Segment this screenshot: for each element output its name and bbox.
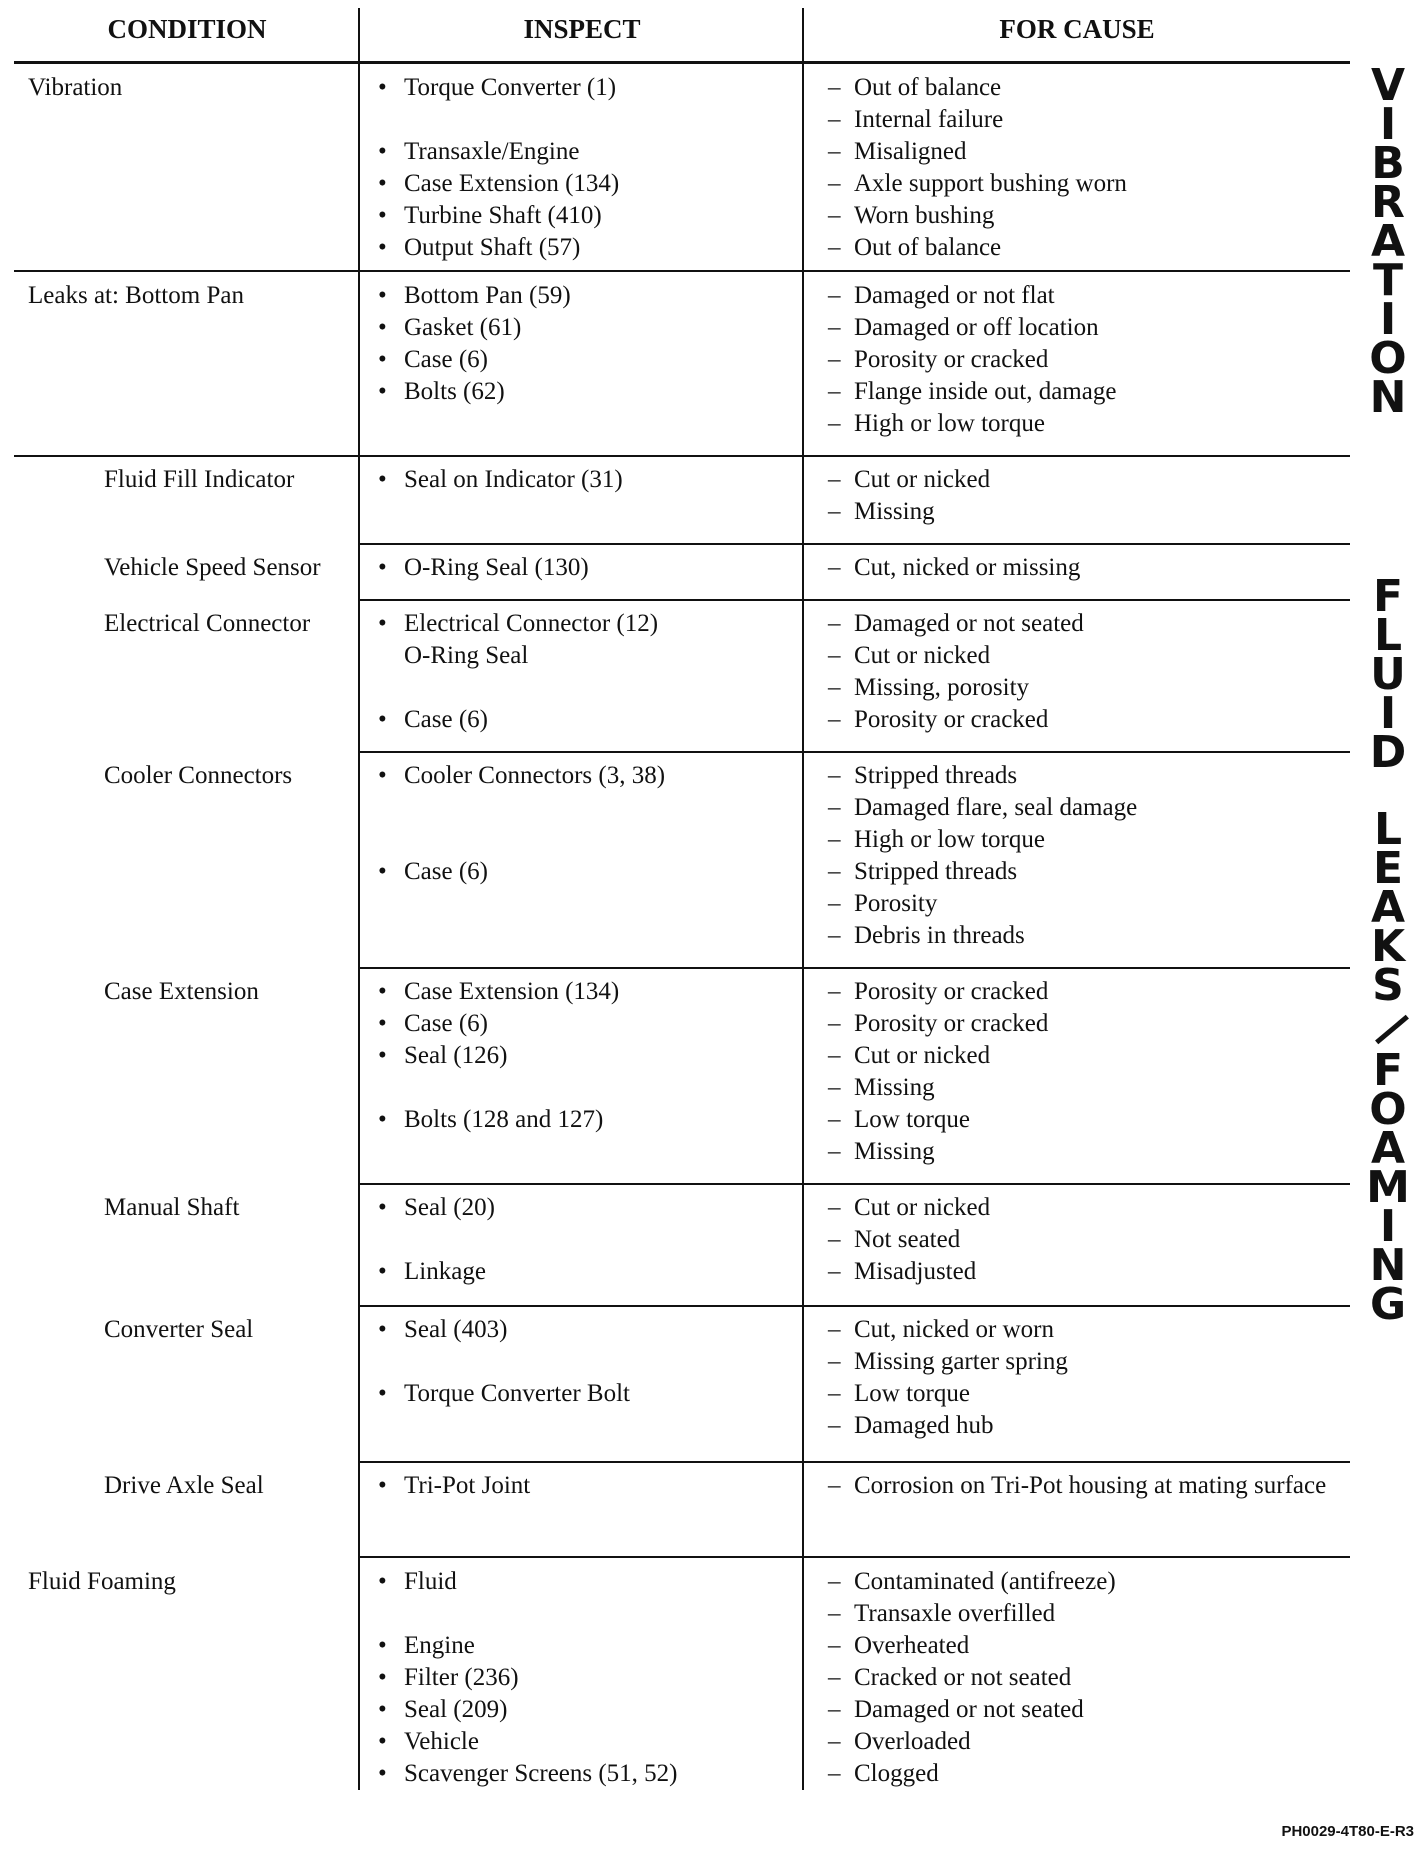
column-divider-left xyxy=(358,8,360,1790)
cause-item: Corrosion on Tri-Pot housing at mating surface xyxy=(854,1472,1327,1499)
dash-marker: – xyxy=(828,922,841,949)
cause-cell xyxy=(824,760,1344,952)
side-letter: D xyxy=(1369,727,1407,778)
inspect-item: Case (6) xyxy=(404,858,488,885)
inspect-item: Transaxle/Engine xyxy=(404,138,580,165)
row-rule xyxy=(360,1183,1350,1185)
bullet-marker: • xyxy=(378,282,387,309)
inspect-item: Bottom Pan (59) xyxy=(404,282,571,309)
bullet-marker: • xyxy=(378,1632,387,1659)
cause-item: Debris in threads xyxy=(854,922,1025,949)
bullet-marker: • xyxy=(378,858,387,885)
dash-marker: – xyxy=(828,1042,841,1069)
bullet-marker: • xyxy=(378,1664,387,1691)
inspect-item: Case Extension (134) xyxy=(404,978,620,1005)
inspect-item: Case (6) xyxy=(404,706,488,733)
row-rule xyxy=(360,599,1350,601)
row-rule xyxy=(360,1556,1350,1558)
cause-item: Cut or nicked xyxy=(854,642,991,669)
condition-cell: Case Extension xyxy=(104,978,259,1005)
dash-marker: – xyxy=(828,1138,841,1165)
condition-cell: Drive Axle Seal xyxy=(104,1472,264,1499)
cause-cell xyxy=(824,72,1344,264)
cause-item: Cut or nicked xyxy=(854,466,991,493)
dash-marker: – xyxy=(828,674,841,701)
side-letter: A xyxy=(1370,882,1406,933)
inspect-item: Scavenger Screens (51, 52) xyxy=(404,1760,678,1787)
side-label-vibration xyxy=(1352,60,1424,423)
row-rule xyxy=(360,543,1350,545)
side-letter: L xyxy=(1373,610,1403,661)
cause-item: Misaligned xyxy=(854,138,967,165)
dash-marker: – xyxy=(828,1632,841,1659)
dash-marker: – xyxy=(828,1074,841,1101)
inspect-cell xyxy=(374,1192,794,1288)
side-letter: K xyxy=(1370,921,1406,972)
dash-marker: – xyxy=(828,794,841,821)
inspect-item: Case (6) xyxy=(404,1010,488,1037)
cause-item: Missing xyxy=(854,1138,935,1165)
column-divider-right xyxy=(802,8,804,1790)
cause-item: Damaged flare, seal damage xyxy=(854,794,1138,821)
cause-item: Porosity xyxy=(854,890,938,917)
side-letter: M xyxy=(1366,1162,1410,1213)
row-rule xyxy=(14,455,1350,457)
side-letter: R xyxy=(1371,177,1405,228)
cause-item: Stripped threads xyxy=(854,762,1018,789)
row-rule xyxy=(360,967,1350,969)
inspect-item: Filter (236) xyxy=(404,1664,519,1691)
side-letter: I xyxy=(1379,99,1397,150)
dash-marker: – xyxy=(828,1664,841,1691)
side-letter: S xyxy=(1372,960,1404,1011)
bullet-marker: • xyxy=(378,378,387,405)
cause-cell xyxy=(824,1192,1344,1288)
dash-marker: – xyxy=(828,314,841,341)
dash-marker: – xyxy=(828,1380,841,1407)
dash-marker: – xyxy=(828,706,841,733)
dash-marker: – xyxy=(828,1106,841,1133)
bullet-marker: • xyxy=(378,234,387,261)
side-letter: I xyxy=(1379,294,1397,345)
row-rule xyxy=(360,1461,1350,1463)
condition-cell: Cooler Connectors xyxy=(104,762,293,789)
inspect-item: Seal (20) xyxy=(404,1194,495,1221)
dash-marker: – xyxy=(828,826,841,853)
dash-marker: – xyxy=(828,1412,841,1439)
side-label-fluid xyxy=(1352,571,1424,778)
cause-item: Cut or nicked xyxy=(854,1042,991,1069)
cause-item: Cut, nicked or worn xyxy=(854,1316,1054,1343)
bullet-marker: • xyxy=(378,202,387,229)
bullet-marker: • xyxy=(378,1380,387,1407)
inspect-cell xyxy=(374,608,794,736)
inspect-cell xyxy=(374,552,794,584)
dash-marker: – xyxy=(828,1194,841,1221)
cause-item: Transaxle overfilled xyxy=(854,1600,1056,1627)
inspect-cell xyxy=(374,1470,794,1502)
cause-item: Cut or nicked xyxy=(854,1194,991,1221)
cause-item: Overheated xyxy=(854,1632,970,1659)
dash-marker: – xyxy=(828,1472,841,1499)
bullet-marker: • xyxy=(378,74,387,101)
cause-item: Overloaded xyxy=(854,1728,971,1755)
cause-item: Missing xyxy=(854,1074,935,1101)
inspect-cell xyxy=(374,280,794,408)
inspect-item: Electrical Connector (12) xyxy=(404,610,659,637)
condition-cell: Fluid Fill Indicator xyxy=(104,466,295,493)
cause-item: Porosity or cracked xyxy=(854,1010,1049,1037)
dash-marker: – xyxy=(828,1696,841,1723)
cause-cell xyxy=(824,280,1344,440)
side-letter: U xyxy=(1370,649,1406,700)
dash-marker: – xyxy=(828,282,841,309)
bullet-marker: • xyxy=(378,138,387,165)
condition-cell: Converter Seal xyxy=(104,1316,254,1343)
cause-item: Contaminated (antifreeze) xyxy=(854,1568,1116,1595)
inspect-item: Engine xyxy=(404,1632,475,1659)
dash-marker: – xyxy=(828,554,841,581)
bullet-marker: • xyxy=(378,170,387,197)
dash-marker: – xyxy=(828,74,841,101)
dash-marker: – xyxy=(828,762,841,789)
side-letter: F xyxy=(1372,1045,1404,1096)
side-letter: G xyxy=(1369,1279,1407,1330)
cause-item: Missing, porosity xyxy=(854,674,1030,701)
cause-item: Porosity or cracked xyxy=(854,706,1049,733)
bullet-marker: • xyxy=(378,978,387,1005)
inspect-item: Gasket (61) xyxy=(404,314,522,341)
inspect-item: O-Ring Seal xyxy=(404,642,529,669)
bullet-marker: • xyxy=(378,762,387,789)
dash-marker: – xyxy=(828,858,841,885)
inspect-item: O-Ring Seal (130) xyxy=(404,554,589,581)
dash-marker: – xyxy=(828,1258,841,1285)
bullet-marker: • xyxy=(378,1258,387,1285)
side-letter: I xyxy=(1379,688,1397,739)
bullet-marker: • xyxy=(378,1568,387,1595)
header-condition: CONDITION xyxy=(107,14,267,44)
dash-marker: – xyxy=(828,234,841,261)
dash-marker: – xyxy=(828,378,841,405)
bullet-marker: • xyxy=(378,1106,387,1133)
cause-cell xyxy=(824,1566,1344,1790)
side-letter: V xyxy=(1370,60,1406,111)
inspect-item: Torque Converter Bolt xyxy=(404,1380,630,1407)
cause-item: Flange inside out, damage xyxy=(854,378,1117,405)
cause-item: Axle support bushing worn xyxy=(854,170,1127,197)
cause-item: Cracked or not seated xyxy=(854,1664,1072,1691)
condition-cell: Vehicle Speed Sensor xyxy=(104,554,321,581)
cause-item: High or low torque xyxy=(854,826,1045,853)
inspect-item: Seal (209) xyxy=(404,1696,508,1723)
cause-item: Missing xyxy=(854,498,935,525)
cause-item: Porosity or cracked xyxy=(854,346,1049,373)
dash-marker: – xyxy=(828,610,841,637)
side-letter: O xyxy=(1369,1084,1407,1135)
cause-cell xyxy=(824,608,1344,736)
figure-code: PH0029-4T80-E-R3 xyxy=(1281,1823,1414,1840)
side-letter: B xyxy=(1371,138,1405,189)
cause-item: Stripped threads xyxy=(854,858,1018,885)
row-rule xyxy=(360,751,1350,753)
bullet-marker: • xyxy=(378,1010,387,1037)
dash-marker: – xyxy=(828,466,841,493)
side-letter: A xyxy=(1370,216,1406,267)
cause-item: Cut, nicked or missing xyxy=(854,554,1081,581)
bullet-marker: • xyxy=(378,1194,387,1221)
cause-item: Low torque xyxy=(854,1106,970,1133)
inspect-cell xyxy=(374,72,794,264)
side-letter: T xyxy=(1372,255,1403,306)
cause-cell xyxy=(824,976,1344,1168)
inspect-item: Torque Converter (1) xyxy=(404,74,617,101)
side-label xyxy=(1352,60,1424,1330)
cause-cell xyxy=(824,1470,1344,1502)
header-for-cause: FOR CAUSE xyxy=(999,14,1155,44)
inspect-item: Seal (403) xyxy=(404,1316,508,1343)
dash-marker: – xyxy=(828,106,841,133)
side-letter: A xyxy=(1370,1123,1406,1174)
dash-marker: – xyxy=(828,202,841,229)
cause-item: Damaged or not flat xyxy=(854,282,1055,309)
dash-marker: – xyxy=(828,1010,841,1037)
condition-cell: Manual Shaft xyxy=(104,1194,240,1221)
side-letter: L xyxy=(1373,804,1403,855)
bullet-marker: • xyxy=(378,314,387,341)
inspect-cell xyxy=(374,976,794,1136)
side-label-foaming xyxy=(1352,1045,1424,1330)
inspect-item: Vehicle xyxy=(404,1728,479,1755)
header-rule xyxy=(14,61,1350,64)
cause-item: Damaged hub xyxy=(854,1412,994,1439)
cause-item: Clogged xyxy=(854,1760,939,1787)
bullet-marker: • xyxy=(378,706,387,733)
inspect-item: Bolts (128 and 127) xyxy=(404,1106,604,1133)
inspect-cell xyxy=(374,1566,794,1790)
dash-marker: – xyxy=(828,1348,841,1375)
side-label-leaks xyxy=(1352,804,1424,1011)
inspect-cell xyxy=(374,1314,794,1410)
inspect-item: Case (6) xyxy=(404,346,488,373)
cause-item: Worn bushing xyxy=(854,202,995,229)
dash-marker: – xyxy=(828,1600,841,1627)
inspect-item: Seal (126) xyxy=(404,1042,508,1069)
side-letter: N xyxy=(1369,1240,1407,1291)
inspect-cell xyxy=(374,760,794,888)
cause-cell xyxy=(824,1314,1344,1442)
condition-cell: Fluid Foaming xyxy=(28,1568,176,1595)
cause-item: Internal failure xyxy=(854,106,1004,133)
dash-marker: – xyxy=(828,1760,841,1787)
bullet-marker: • xyxy=(378,1042,387,1069)
condition-cell: Leaks at: Bottom Pan xyxy=(28,282,244,309)
inspect-item: Turbine Shaft (410) xyxy=(404,202,602,229)
dash-marker: – xyxy=(828,410,841,437)
inspect-item: Tri-Pot Joint xyxy=(404,1472,531,1499)
side-letter: F xyxy=(1372,571,1404,622)
bullet-marker: • xyxy=(378,1696,387,1723)
side-letter: O xyxy=(1369,333,1407,384)
cause-item: Misadjusted xyxy=(854,1258,977,1285)
inspect-item: Fluid xyxy=(404,1568,457,1595)
dash-marker: – xyxy=(828,1226,841,1253)
inspect-item: Output Shaft (57) xyxy=(404,234,581,261)
condition-cell: Vibration xyxy=(28,74,123,101)
inspect-item: Bolts (62) xyxy=(404,378,505,405)
condition-cell: Electrical Connector xyxy=(104,610,311,637)
row-rule xyxy=(360,1305,1350,1307)
cause-item: Low torque xyxy=(854,1380,970,1407)
bullet-marker: • xyxy=(378,346,387,373)
inspect-item: Cooler Connectors (3, 38) xyxy=(404,762,666,789)
header-inspect: INSPECT xyxy=(523,14,641,44)
side-letter: N xyxy=(1369,372,1407,423)
dash-marker: – xyxy=(828,642,841,669)
cause-item: Missing garter spring xyxy=(854,1348,1068,1375)
cause-item: Damaged or not seated xyxy=(854,610,1084,637)
dash-marker: – xyxy=(828,1568,841,1595)
dash-marker: – xyxy=(828,346,841,373)
cause-item: Damaged or off location xyxy=(854,314,1099,341)
dash-marker: – xyxy=(828,138,841,165)
bullet-marker: • xyxy=(378,554,387,581)
bullet-marker: • xyxy=(378,610,387,637)
slash-glyph xyxy=(1352,1005,1424,1051)
cause-cell xyxy=(824,464,1344,528)
cause-item: Out of balance xyxy=(854,74,1002,101)
dash-marker: – xyxy=(828,978,841,1005)
dash-marker: – xyxy=(828,1316,841,1343)
inspect-cell xyxy=(374,464,794,496)
cause-item: Not seated xyxy=(854,1226,961,1253)
cause-item: Porosity or cracked xyxy=(854,978,1049,1005)
row-rule xyxy=(14,270,1350,272)
cause-item: Damaged or not seated xyxy=(854,1696,1084,1723)
cause-item: Out of balance xyxy=(854,234,1002,261)
cause-item: High or low torque xyxy=(854,410,1045,437)
dash-marker: – xyxy=(828,890,841,917)
side-letter: E xyxy=(1372,843,1404,894)
dash-marker: – xyxy=(828,498,841,525)
side-letter: I xyxy=(1379,1201,1397,1252)
dash-marker: – xyxy=(828,170,841,197)
bullet-marker: • xyxy=(378,1316,387,1343)
inspect-item: Seal on Indicator (31) xyxy=(404,466,623,493)
bullet-marker: • xyxy=(378,1760,387,1787)
dash-marker: – xyxy=(828,1728,841,1755)
bullet-marker: • xyxy=(378,1472,387,1499)
bullet-marker: • xyxy=(378,1728,387,1755)
inspect-item: Case Extension (134) xyxy=(404,170,620,197)
inspect-item: Linkage xyxy=(404,1258,486,1285)
bullet-marker: • xyxy=(378,466,387,493)
cause-cell xyxy=(824,552,1344,584)
